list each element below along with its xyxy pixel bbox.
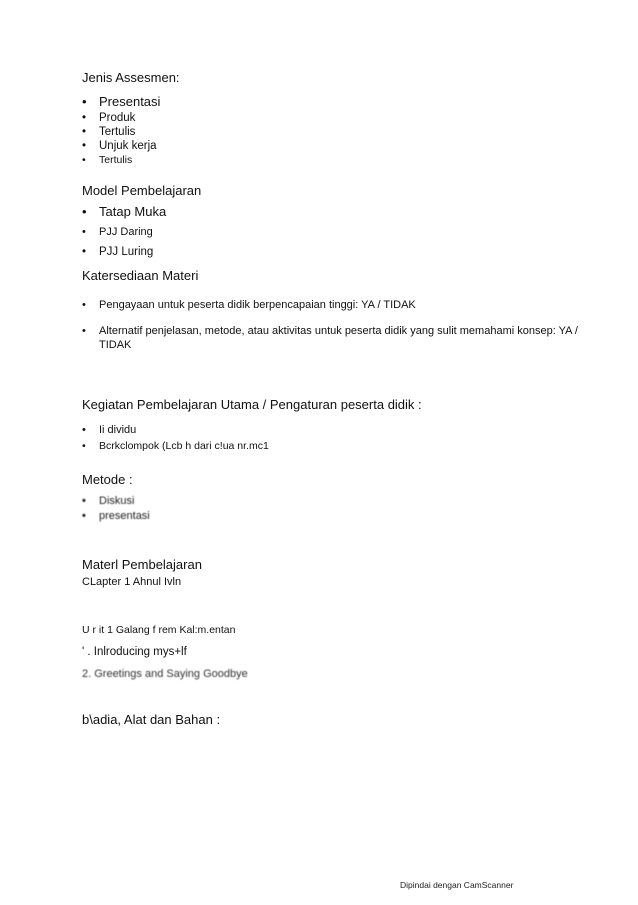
- assessment-list: [82, 93, 160, 167]
- list-item-label: Tertulis: [99, 154, 133, 166]
- material-lesson: 2. Greetings and Saying Goodbye: [82, 668, 248, 680]
- media-heading: b\adia, Alat dan Bahan :: [82, 712, 221, 727]
- list-item-label: Unjuk kerja: [99, 140, 157, 152]
- material-intro: ' . Inlroducing mys+lf: [82, 646, 187, 658]
- list-item-label: Tatap Muka: [99, 204, 167, 219]
- availability-heading: Katersediaan Materi: [82, 268, 199, 283]
- method-list: [82, 494, 150, 524]
- bullet-icon: •: [82, 226, 86, 238]
- bullet-icon: •: [82, 495, 86, 507]
- method-heading: Metode :: [82, 472, 133, 487]
- material-heading: Materl Pembelajaran: [82, 557, 202, 572]
- list-item-label: Diskusi: [99, 495, 135, 507]
- bullet-icon: •: [82, 510, 86, 522]
- list-item-label: Presentasi: [99, 94, 161, 109]
- activities-list: [82, 422, 269, 454]
- bullet-icon: •: [82, 204, 87, 219]
- list-item: [82, 509, 150, 524]
- list-item: [82, 494, 150, 509]
- list-item-label: PJJ Daring: [99, 226, 153, 238]
- list-item-label: Ii dividu: [99, 424, 137, 436]
- scanner-watermark: Dipindai dengan CamScanner: [400, 880, 514, 890]
- availability-list: [82, 298, 579, 352]
- list-item: [82, 422, 269, 438]
- bullet-icon: •: [82, 112, 87, 124]
- list-item: [82, 139, 160, 153]
- list-item-label: Alternatif penjelasan, metode, atau aktivitas untuk peserta didik yang sulit memahami konsep: YA / TIDAK: [99, 325, 578, 351]
- bullet-icon: •: [82, 126, 87, 138]
- list-item-label: Tertulis: [99, 126, 136, 138]
- list-item-label: Pengayaan untuk peserta didik berpencapaian tinggi: YA / TIDAK: [99, 299, 416, 311]
- list-item: [82, 298, 579, 324]
- list-item: [82, 153, 160, 167]
- list-item: [82, 125, 160, 139]
- material-chapter: CLapter 1 Ahnul Ivln: [82, 576, 182, 588]
- bullet-icon: •: [82, 299, 86, 311]
- list-item: [82, 438, 269, 454]
- material-unit: U r it 1 Galang f rem Kal:m.entan: [82, 624, 236, 636]
- bullet-icon: •: [82, 154, 86, 166]
- model-list: [82, 202, 166, 262]
- list-item-label: Produk: [99, 112, 136, 124]
- list-item: [82, 111, 160, 125]
- list-item: [82, 93, 160, 111]
- bullet-icon: •: [82, 140, 87, 152]
- bullet-icon: •: [82, 424, 86, 436]
- bullet-icon: •: [82, 246, 87, 258]
- bullet-icon: •: [82, 94, 87, 109]
- list-item-label: presentasi: [99, 510, 150, 522]
- list-item: [82, 202, 166, 222]
- assessment-heading: Jenis Assesmen:: [82, 70, 180, 85]
- list-item: [82, 222, 166, 242]
- list-item-label: PJJ Luring: [99, 246, 154, 258]
- list-item: [82, 242, 166, 262]
- bullet-icon: •: [82, 325, 86, 337]
- activities-heading: Kegiatan Pembelajaran Utama / Pengaturan peserta didik :: [82, 397, 422, 412]
- list-item: [82, 324, 579, 352]
- model-heading: Model Pembelajaran: [82, 183, 202, 198]
- bullet-icon: •: [82, 440, 86, 452]
- list-item-label: Bcrkclompok (Lcb h dari c!ua nr.mc1: [99, 440, 269, 452]
